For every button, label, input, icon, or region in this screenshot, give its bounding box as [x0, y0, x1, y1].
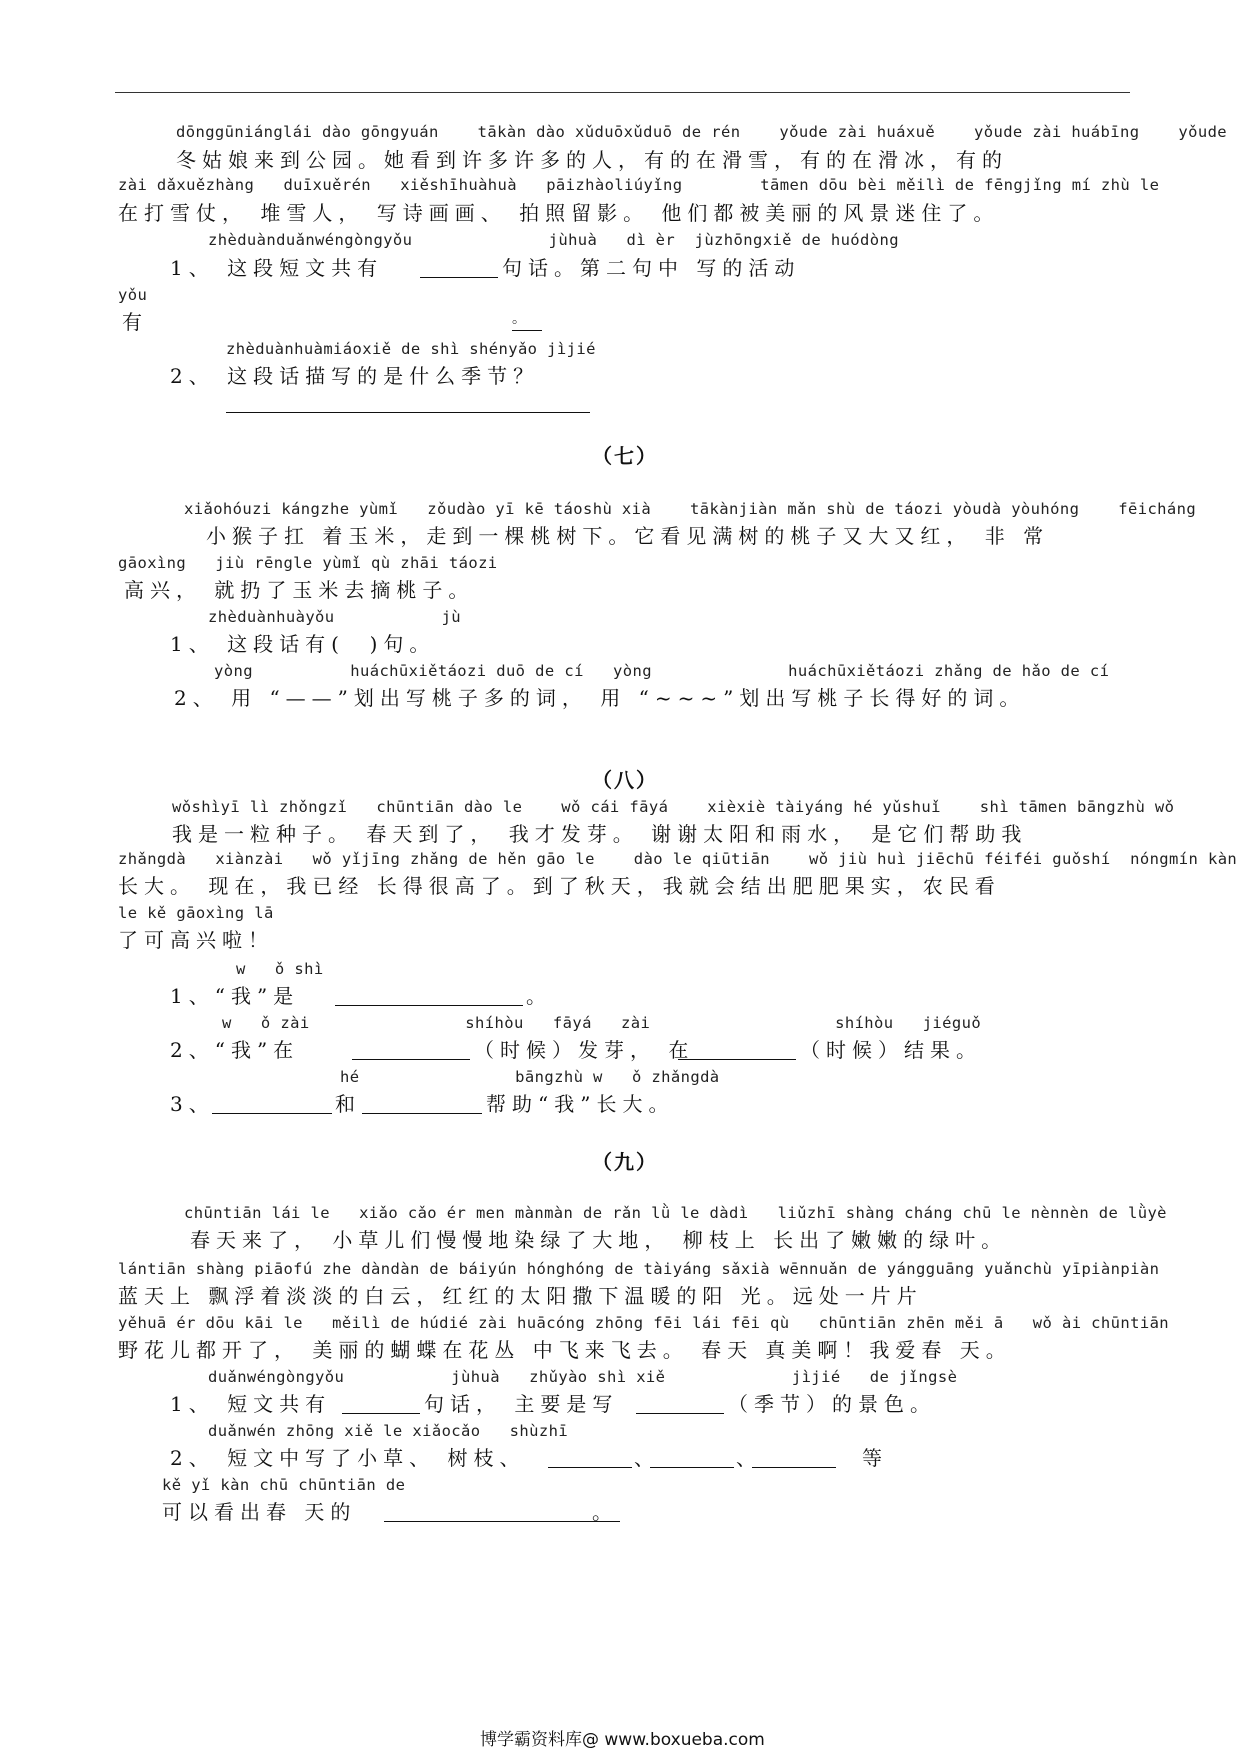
- question-text: 句话。第二句中 写的活动: [502, 256, 801, 280]
- text-line: 长大。 现在，我已经 长得很高了。到了秋天，我就会结出肥肥果实，农民看: [118, 874, 1001, 898]
- answer-blank[interactable]: [212, 1113, 332, 1114]
- pinyin-line: le kě gāoxìng lā: [118, 904, 274, 922]
- text-line: 高兴， 就扔了玉米去摘桃子。: [124, 578, 475, 602]
- pinyin-line: hé bāngzhù w ǒ zhǎngdà: [340, 1068, 720, 1086]
- answer-blank[interactable]: [352, 1059, 470, 1060]
- question-text: 1、 这段话有( )句。: [170, 632, 436, 656]
- section-title: （八）: [592, 768, 658, 792]
- answer-blank[interactable]: [342, 1413, 420, 1414]
- text-line: 了可高兴啦！: [118, 928, 274, 952]
- question-text: 可以看出春 天的: [162, 1500, 357, 1524]
- pinyin-line: yěhuā ér dōu kāi le měilì de húdié zài huācóng zhōng fēi lái fēi qù chūntiān zhēn měi ā wǒ ài chūntiān: [118, 1314, 1170, 1332]
- question-text: （时候）结果。: [800, 1038, 982, 1062]
- pinyin-line: zài dǎxuězhàng duīxuěrén xiěshīhuàhuà pāizhàoliúyǐng tāmen dōu bèi měilì de fēngjǐng mí zhù le: [118, 176, 1160, 194]
- answer-blank[interactable]: [636, 1413, 724, 1414]
- pinyin-line: wǒshìyī lì zhǒngzǐ chūntiān dào le wǒ cái fāyá xièxiè tàiyáng hé yǔshuǐ shì tāmen bāngzhù wǒ: [172, 798, 1175, 816]
- answer-blank[interactable]: [384, 1521, 620, 1522]
- text-line: 野花儿都开了， 美丽的蝴蝶在花丛 中飞来飞去。 春天 真美啊！我爱春 天。: [118, 1338, 1012, 1362]
- pinyin-line: lántiān shàng piāofú zhe dàndàn de báiyún hónghóng de tàiyáng sǎxià wēnnuǎn de yángguāng yuǎnchù yīpiànpiàn: [118, 1260, 1160, 1278]
- pinyin-line: duǎnwéngòngyǒu jùhuà zhǔyào shì xiě jìjié de jǐngsè: [208, 1368, 958, 1386]
- question-text: 1、“我”是: [170, 984, 300, 1008]
- answer-blank[interactable]: [650, 1467, 734, 1468]
- text-line: 在打雪仗， 堆雪人， 写诗画画、 拍照留影。 他们都被美丽的风景迷住了。: [118, 201, 1000, 225]
- pinyin-line: gāoxìng jiù rēngle yùmǐ qù zhāi táozi: [118, 554, 498, 572]
- answer-blank[interactable]: [420, 277, 498, 278]
- answer-blank[interactable]: [362, 1113, 482, 1114]
- pinyin-line: w ǒ zài shíhòu fāyá zài shíhòu jiéguǒ: [222, 1014, 982, 1032]
- pinyin-line: yǒu: [118, 286, 148, 304]
- pinyin-line: zhèduànduǎnwéngòngyǒu jùhuà dì èr jùzhōngxiě de huódòng: [208, 231, 899, 249]
- pinyin-line: kě yǐ kàn chū chūntiān de: [162, 1476, 406, 1494]
- question-text: 3、: [170, 1092, 215, 1116]
- question-text: 和: [335, 1092, 361, 1116]
- footer-watermark: 博学霸资料库@ www.boxueba.com: [480, 1730, 765, 1750]
- top-rule: [115, 92, 1130, 93]
- question-text: （时候）发芽， 在: [474, 1038, 695, 1062]
- answer-blank[interactable]: [678, 1059, 796, 1060]
- text-line: 冬姑娘来到公园。她看到许多许多的人，有的在滑雪，有的在滑冰，有的: [176, 148, 1008, 172]
- question-text: 有: [122, 310, 148, 334]
- text-line: 春天来了， 小草儿们慢慢地染绿了大地， 柳枝上 长出了嫩嫩的绿叶。: [190, 1228, 1008, 1252]
- question-text: 句话， 主要是写: [424, 1392, 619, 1416]
- question-text: 2、 短文中写了小草、 树枝、: [170, 1446, 526, 1470]
- answer-blank[interactable]: [512, 330, 542, 331]
- answer-blank[interactable]: [226, 412, 590, 413]
- section-title: （九）: [592, 1150, 658, 1174]
- pinyin-line: zhèduànhuàyǒu jù: [208, 608, 462, 626]
- period: 。: [592, 1500, 618, 1524]
- answer-blank[interactable]: [752, 1467, 836, 1468]
- period: 。: [526, 984, 552, 1008]
- question-text: 2、 这段话描写的是什么季节？: [170, 364, 540, 388]
- question-text: （季节）的景色。: [728, 1392, 936, 1416]
- question-text: 1、 这段短文共有: [170, 256, 384, 280]
- question-text: 帮助“我”长大。: [486, 1092, 675, 1116]
- pinyin-line: yòng huáchūxiětáozi duō de cí yòng huáchūxiětáozi zhǎng de hǎo de cí: [214, 662, 1110, 680]
- pinyin-line: dōnggūniánglái dào gōngyuán tākàn dào xǔduōxǔduō de rén yǒude zài huáxuě yǒude zài huábīng yǒude: [176, 123, 1228, 141]
- question-text: 等: [862, 1446, 888, 1470]
- pinyin-line: w ǒ shì: [236, 960, 324, 978]
- question-text: 2、 用 “——”划出写桃子多的词， 用 “~~~”划出写桃子长得好的词。: [174, 686, 1026, 710]
- answer-blank[interactable]: [335, 1005, 523, 1006]
- text-line: 小猴子扛 着玉米，走到一棵桃树下。它看见满树的桃子又大又红， 非 常: [206, 524, 1050, 548]
- section-title: （七）: [592, 444, 658, 468]
- text-line: 我是一粒种子。 春天到了， 我才发芽。 谢谢太阳和雨水， 是它们帮助我: [172, 822, 1028, 846]
- question-text: 、: [736, 1446, 762, 1470]
- pinyin-line: xiǎohóuzi kángzhe yùmǐ zǒudào yī kē táoshù xià tākànjiàn mǎn shù de táozi yòudà yòuhóng fēicháng: [184, 500, 1197, 518]
- period: 。: [512, 311, 532, 327]
- pinyin-line: zhǎngdà xiànzài wǒ yǐjīng zhǎng de hěn gāo le dào le qiūtiān wǒ jiù huì jiēchū féiféi guǒshí nóngmín kàn: [118, 850, 1238, 868]
- question-text: 1、 短文共有: [170, 1392, 332, 1416]
- pinyin-line: zhèduànhuàmiáoxiě de shì shényǎo jìjié: [226, 340, 596, 358]
- question-text: 2、“我”在: [170, 1038, 300, 1062]
- pinyin-line: chūntiān lái le xiǎo cǎo ér men mànmàn de rǎn lǜ le dàdì liǔzhī shàng cháng chū le nènnèn de lǜyè: [184, 1204, 1167, 1222]
- question-text: 、: [634, 1446, 660, 1470]
- answer-blank[interactable]: [548, 1467, 632, 1468]
- pinyin-line: duǎnwén zhōng xiě le xiǎocǎo shùzhī: [208, 1422, 569, 1440]
- text-line: 蓝天上 飘浮着淡淡的白云，红红的太阳撒下温暖的阳 光。远处一片片: [118, 1284, 923, 1308]
